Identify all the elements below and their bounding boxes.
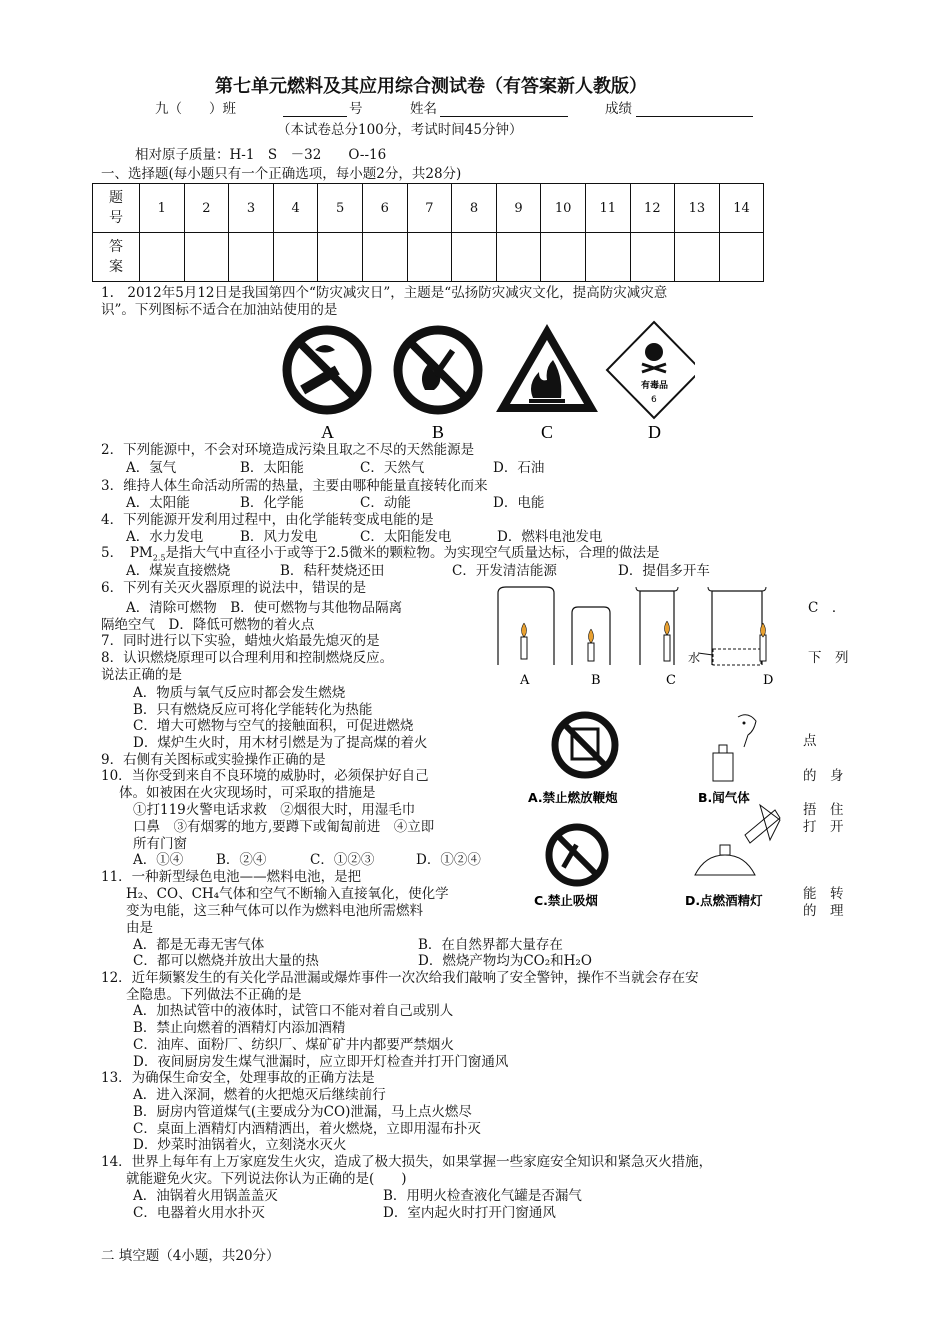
smelling-gas-icon (713, 715, 756, 781)
q4-option-a: A．水力发电 (126, 529, 204, 545)
q11-option-d: D．燃烧产物均为CO₂和H₂O (418, 953, 592, 969)
question-10-line-4: 口鼻 ③有烟雾的地方,要蹲下或匍匐前进 ④立即 (133, 819, 435, 835)
q4-option-b: B．风力发电 (240, 529, 318, 545)
q1-label-a: A (321, 422, 334, 442)
q6-option-c-tail: C ． (808, 600, 846, 616)
answer-cell[interactable] (407, 233, 452, 282)
beaker-label-c: C (666, 673, 676, 688)
score-label: 成绩 (605, 101, 632, 117)
question-11-line-3: 变为电能，这三种气体可以作为燃料电池所需燃料 (126, 903, 423, 919)
q3-option-d: D．电能 (493, 495, 545, 511)
table-cell: 9 (496, 184, 541, 233)
table-cell: 4 (273, 184, 318, 233)
question-7: 7．同时进行以下实验，蜡烛火焰最先熄灭的是 (101, 633, 380, 649)
fig-label-b: B.闻气体 (698, 790, 750, 805)
q1-label-b: B (432, 422, 445, 442)
question-10-line-2: 体。如被困在火灾现场时，可采取的措施是 (119, 785, 376, 801)
question-8-line-2: 说法正确的是 (101, 667, 182, 683)
answer-cell[interactable] (273, 233, 318, 282)
answer-cell[interactable] (585, 233, 630, 282)
question-10-tail-2: 捂 住 (803, 802, 844, 818)
question-1-line-2: 识”。下列图标不适合在加油站使用的是 (101, 302, 338, 318)
beaker-label-b: B (591, 673, 601, 688)
answer-cell[interactable] (630, 233, 675, 282)
answer-cell[interactable] (452, 233, 497, 282)
beaker-d-icon (698, 587, 766, 665)
no-firecrackers-icon (555, 715, 615, 775)
table-cell: 1 (140, 184, 185, 233)
q12-option-d: D．夜间厨房发生煤气泄漏时，应立即开灯检查并打开门窗通风 (133, 1054, 509, 1070)
question-12-line-1: 12．近年频繁发生的有关化学品泄漏或爆炸事件一次次给我们敲响了安全警钟，操作不当就会存在安 (101, 970, 699, 986)
table-cell: 8 (452, 184, 497, 233)
answer-cell[interactable] (140, 233, 185, 282)
table-header-cell: 答 案 (93, 233, 140, 282)
answer-cell[interactable] (496, 233, 541, 282)
q8-option-a: A．物质与氧气反应时都会发生燃烧 (133, 685, 346, 701)
q13-option-c: C．桌面上酒精灯内酒精洒出，着火燃烧，立即用湿布扑灭 (133, 1121, 481, 1137)
q10-option-b: B．②④ (216, 852, 267, 868)
answer-cell[interactable] (318, 233, 363, 282)
q10-option-d: D．①②④ (416, 852, 481, 868)
score-field[interactable] (636, 101, 753, 117)
answer-cell[interactable] (229, 233, 274, 282)
table-cell: 11 (585, 184, 630, 233)
question-14-line-1: 14．世界上每年有上万家庭发生火灾，造成了极大损失，如果掌握一些家庭安全知识和紧急灭火措施， (101, 1154, 713, 1170)
question-11-tail-1: 能 转 (803, 886, 844, 902)
q6-options-line-1: A．清除可燃物 B．使可燃物与其他物品隔离 (126, 600, 403, 616)
answer-cell[interactable] (362, 233, 407, 282)
table-cell: 10 (541, 184, 586, 233)
q8-option-d: D．煤炉生火时，用木材引燃是为了提高煤的着火 (133, 735, 428, 751)
q14-option-b: B．用明火检查液化气罐是否漏气 (383, 1188, 582, 1204)
question-4: 4．下列能源开发利用过程中，由化学能转变成电能的是 (101, 512, 434, 528)
question-10-tail-3: 打 开 (803, 819, 844, 835)
atomic-mass: 相对原子质量：H-1 S －32 O--16 (135, 147, 387, 163)
q1-label-c: C (541, 422, 554, 442)
water-label: 水 (688, 651, 701, 665)
table-row (93, 184, 764, 233)
q5-option-c: C．开发清洁能源 (452, 563, 557, 579)
question-10-line-1: 10．当你受到来自不良环境的威胁时，必须保护好自己 (101, 768, 429, 784)
question-11-line-2: H₂、CO、CH₄气体和空气不断输入直接氧化，使化学 (126, 886, 449, 902)
q8-option-b: B．只有燃烧反应可将化学能转化为热能 (133, 702, 373, 718)
section-one-heading: 一、选择题(每小题只有一个正确选项，每小题2分，共28分) (101, 166, 462, 182)
exam-note: （本试卷总分100分，考试时间45分钟） (277, 122, 523, 138)
name-field[interactable] (440, 101, 568, 117)
section-two-heading: 二 填空题（4小题，共20分） (101, 1248, 280, 1264)
table-header-cell: 题 号 (93, 184, 140, 233)
table-cell: 12 (630, 184, 675, 233)
beaker-label-a: A (520, 673, 530, 688)
question-13: 13．为确保生命安全，处理事故的正确方法是 (101, 1070, 375, 1086)
q1-signs (275, 320, 695, 445)
q11-option-c: C．都可以燃烧并放出大量的热 (133, 953, 319, 969)
question-9-tail: 点 (803, 733, 817, 749)
question-11-line-1: 11．一种新型绿色电池——燃料电池，是把 (101, 869, 362, 885)
answer-cell[interactable] (719, 233, 764, 282)
q14-option-c: C．电器着火用水扑灭 (133, 1205, 265, 1221)
candle-experiment-figure (488, 585, 808, 690)
beaker-a-icon (498, 587, 554, 665)
name-label: 姓名 (410, 101, 437, 117)
question-6: 6．下列有关灭火器原理的说法中，错误的是 (101, 580, 367, 596)
question-10-tail-1: 的 身 (803, 768, 844, 784)
question-2: 2．下列能源中，不会对环境造成污染且取之不尽的天然能源是 (101, 442, 475, 458)
q10-option-c: C．①②③ (310, 852, 375, 868)
q4-option-c: C．太阳能发电 (360, 529, 452, 545)
q2-option-c: C．天然气 (360, 460, 425, 476)
toxic-class-number: 6 (651, 395, 657, 405)
question-9: 9．右侧有关图标或实验操作正确的是 (101, 752, 326, 768)
toxic-label: 有毒品 (641, 381, 669, 391)
table-cell: 6 (362, 184, 407, 233)
q5-option-d: D．提倡多开车 (618, 563, 710, 579)
q4-option-d: D．燃料电池发电 (497, 529, 603, 545)
table-cell: 14 (719, 184, 764, 233)
question-3: 3．维持人体生命活动所需的热量，主要由哪种能量直接转化而来 (101, 478, 488, 494)
beaker-c-icon (636, 587, 678, 665)
q14-option-a: A．油锅着火用锅盖盖灭 (133, 1188, 278, 1204)
fig-label-d: D.点燃酒精灯 (685, 893, 763, 908)
fig-label-a: A.禁止燃放鞭炮 (528, 790, 618, 805)
class-label: 九（ ）班 (155, 101, 236, 117)
q5-option-b: B．秸秆焚烧还田 (280, 563, 385, 579)
table-cell: 7 (407, 184, 452, 233)
question-11-tail-2: 的 理 (803, 903, 844, 919)
q2-option-b: B．太阳能 (240, 460, 304, 476)
question-10-line-5: 所有门窗 (133, 836, 187, 852)
answer-cell[interactable] (184, 233, 229, 282)
q13-option-a: A．进入深洞，燃着的火把熄灭后继续前行 (133, 1087, 386, 1103)
flammable-warning-icon (503, 332, 591, 408)
lighting-alcohol-lamp-icon (695, 805, 780, 875)
q2-option-d: D．石油 (493, 460, 545, 476)
q2-option-a: A．氢气 (126, 460, 177, 476)
table-cell: 3 (229, 184, 274, 233)
q13-option-b: B．厨房内管道煤气(主要成分为CO)泄漏，马上点火燃尽 (133, 1104, 472, 1120)
q13-option-d: D．炒菜时油锅着火，立刻浇水灭火 (133, 1137, 347, 1153)
q10-option-a: A．①④ (133, 852, 184, 868)
no-smoking-icon (287, 330, 367, 410)
page-title: 第七单元燃料及其应用综合测试卷（有答案新人教版） (215, 76, 647, 97)
question-8-line-1: 8．认识燃烧原理可以合理利用和控制燃烧反应。 (101, 650, 394, 666)
q1-label-d: D (648, 422, 661, 442)
table-cell: 13 (675, 184, 720, 233)
q12-option-c: C．油库、面粉厂、纺织厂、煤矿矿井内都要严禁烟火 (133, 1037, 454, 1053)
table-row (93, 233, 764, 282)
table-cell: 2 (184, 184, 229, 233)
q6-options-line-2: 隔绝空气 D．降低可燃物的着火点 (101, 617, 315, 633)
fig-label-c: C.禁止吸烟 (534, 893, 598, 908)
question-11-line-4: 由是 (126, 920, 153, 936)
question-8-tail: 下 列 (808, 650, 849, 666)
answer-cell[interactable] (541, 233, 586, 282)
beaker-label-d: D (763, 673, 774, 688)
q11-option-b: B．在自然界都大量存在 (418, 937, 563, 953)
q3-option-b: B．化学能 (240, 495, 304, 511)
toxic-diamond-icon (607, 322, 695, 418)
no-smoking-icon (549, 827, 605, 883)
safety-operations-figure (520, 705, 800, 910)
question-10-line-3: ①打119火警电话求救 ②烟很大时，用湿毛巾 (133, 802, 416, 818)
number-field[interactable] (283, 101, 347, 117)
q12-option-a: A．加热试管中的液体时，试管口不能对着自己或别人 (133, 1003, 454, 1019)
question-5: 5． $PM_{2.5}$是指大气中直径小于或等于2.5微米的颗粒物。为实现空气质量达标，合理的做法是 (101, 545, 660, 563)
beaker-b-icon (572, 607, 610, 665)
q11-option-a: A．都是无毒无害气体 (133, 937, 265, 953)
number-label: 号 (349, 101, 363, 117)
q14-option-d: D．室内起火时打开门窗通风 (383, 1205, 556, 1221)
answer-table (92, 183, 764, 282)
question-1-line-1: 1. 2012年5月12日是我国第四个“防灾减灾日”，主题是“弘扬防灾减灾文化，提高防灾减灾意 (101, 285, 668, 301)
q8-option-c: C．增大可燃物与空气的接触面积，可促进燃烧 (133, 718, 414, 734)
question-12-line-2: 全隐患。下列做法不正确的是 (126, 987, 302, 1003)
question-14-line-2: 就能避免火灾。下列说法你认为正确的是( ) (126, 1171, 407, 1187)
q5-option-a: A．煤炭直接燃烧 (126, 563, 231, 579)
q3-option-c: C．动能 (360, 495, 411, 511)
q12-option-b: B．禁止向燃着的酒精灯内添加酒精 (133, 1020, 346, 1036)
no-open-flame-icon (398, 330, 478, 410)
answer-cell[interactable] (675, 233, 720, 282)
q3-option-a: A．太阳能 (126, 495, 190, 511)
table-cell: 5 (318, 184, 363, 233)
